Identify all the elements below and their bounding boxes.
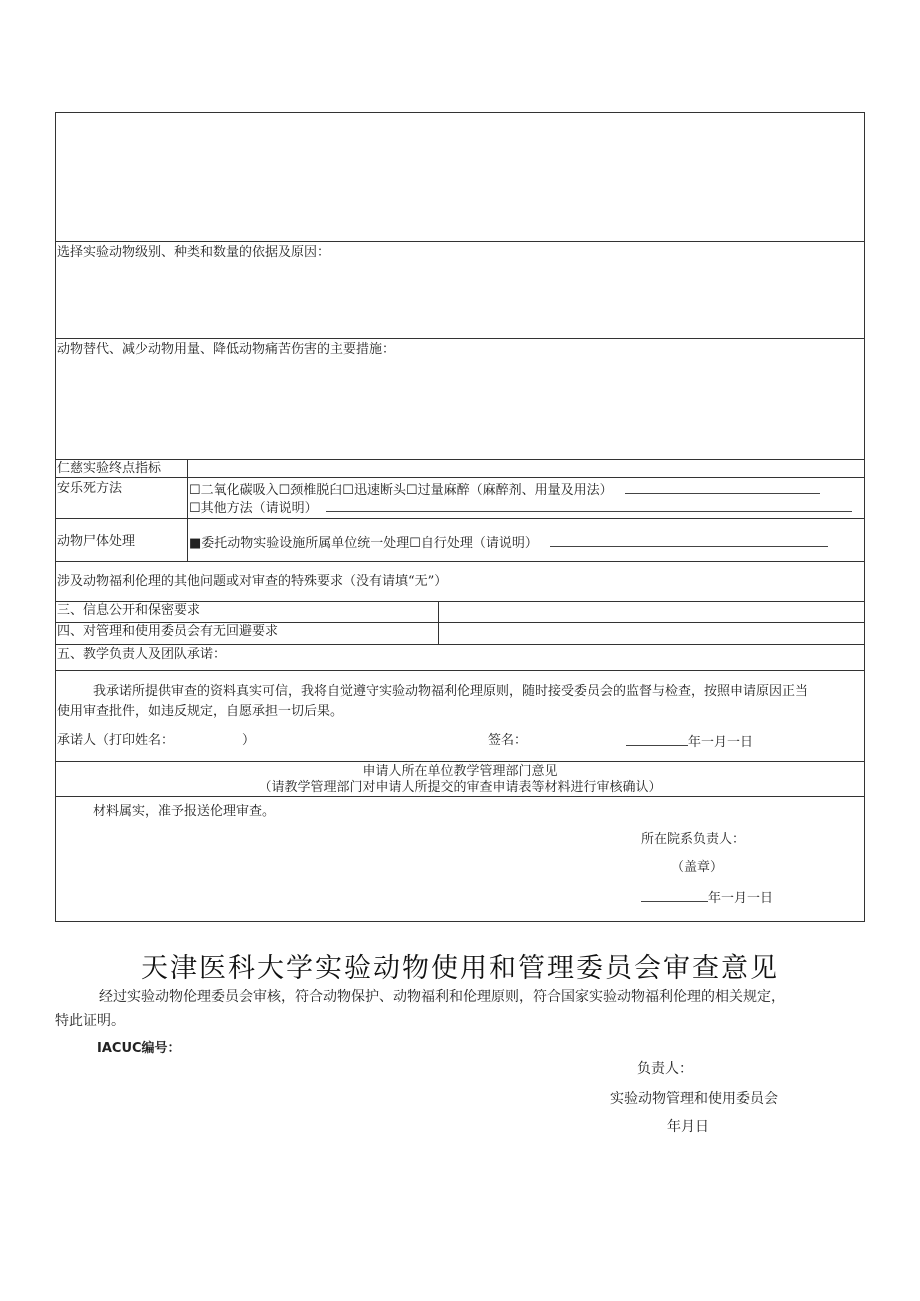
row-divider bbox=[56, 796, 864, 797]
row-divider bbox=[56, 670, 864, 671]
carcass-options-text: ■委托动物实验设施所属单位统一处理☐自行处理（请说明） bbox=[189, 536, 538, 551]
reason-label: 选择实验动物级别、种类和数量的依据及原因： bbox=[57, 245, 331, 260]
welfare-label: 涉及动物福利伦理的其他问题或对审查的特殊要求（没有请填“无”） bbox=[57, 574, 448, 589]
row-divider bbox=[56, 518, 864, 519]
sign-label: 签名： bbox=[488, 733, 528, 748]
dept-opinion: 材料属实，准予报送伦理审查。 bbox=[93, 804, 276, 819]
pledge-line-1: 我承诺所提供审查的资料真实可信，我将自觉遵守实验动物福利伦理原则，随时接受委员会的监督与检查，按照申请原因正当 bbox=[93, 684, 809, 699]
euthanasia-other-text: ☐其他方法（请说明） bbox=[189, 501, 318, 516]
measures-label: 动物替代、减少动物用量、降低动物痛苦伤害的主要措施： bbox=[57, 342, 396, 357]
endpoint-label: 仁慈实验终点指标 bbox=[57, 461, 162, 476]
fill-line[interactable] bbox=[550, 534, 828, 547]
dept-title: 申请人所在单位教学管理部门意见 bbox=[362, 764, 558, 779]
section5-label: 五、教学负责人及团队承诺： bbox=[57, 647, 227, 662]
euthanasia-other[interactable] bbox=[189, 499, 852, 517]
pledge-date bbox=[626, 733, 753, 751]
seal-label: （盖章） bbox=[671, 860, 724, 875]
pledge-line-2: 使用审查批件，如违反规定，自愿承担一切后果。 bbox=[57, 704, 344, 719]
review-body-line-2: 特此证明。 bbox=[55, 1013, 125, 1029]
pledge-date-suffix: 年一月一日 bbox=[688, 735, 754, 750]
carcass-label: 动物尸体处理 bbox=[57, 534, 136, 549]
row-divider bbox=[56, 459, 864, 460]
pledger-label: 承诺人（打印姓名： bbox=[57, 733, 175, 748]
dept-date bbox=[641, 889, 773, 907]
dept-subtitle: （请教学管理部门对申请人所提交的审查申请表等材料进行审核确认） bbox=[258, 780, 662, 795]
review-date: 年月日 bbox=[667, 1119, 709, 1135]
row-divider bbox=[56, 561, 864, 562]
euthanasia-options-text: ☐二氧化碳吸入☐颈椎脱臼☐迅速断头☐过量麻醉（麻醉剂、用量及用法） bbox=[189, 483, 613, 498]
column-divider bbox=[438, 601, 439, 644]
carcass-options[interactable] bbox=[189, 534, 828, 552]
fill-line[interactable] bbox=[626, 733, 688, 746]
row-divider bbox=[56, 241, 864, 242]
pledger-close: ） bbox=[242, 733, 256, 748]
iacuc-number-label: IACUC编号： bbox=[97, 1041, 181, 1056]
fill-line[interactable] bbox=[625, 481, 820, 494]
euthanasia-label: 安乐死方法 bbox=[57, 481, 123, 496]
euthanasia-options[interactable] bbox=[189, 481, 820, 499]
row-divider bbox=[56, 761, 864, 762]
fill-line[interactable] bbox=[326, 499, 852, 512]
column-divider bbox=[187, 459, 188, 561]
review-body-line-1: 经过实验动物伦理委员会审核，符合动物保护、动物福利和伦理原则，符合国家实验动物福利伦理的相关规定， bbox=[99, 989, 785, 1005]
section4-label: 四、对管理和使用委员会有无回避要求 bbox=[57, 624, 279, 639]
section3-label: 三、信息公开和保密要求 bbox=[57, 603, 201, 618]
row-divider bbox=[56, 477, 864, 478]
committee-name: 实验动物管理和使用委员会 bbox=[610, 1091, 778, 1107]
review-title: 天津医科大学实验动物使用和管理委员会审查意见 bbox=[141, 953, 779, 984]
application-form-table bbox=[55, 112, 865, 922]
row-divider bbox=[56, 622, 864, 623]
row-divider bbox=[56, 644, 864, 645]
row-divider bbox=[56, 601, 864, 602]
fill-line[interactable] bbox=[641, 889, 708, 902]
row-divider bbox=[56, 338, 864, 339]
dept-date-suffix: 年一月一日 bbox=[708, 891, 774, 906]
responsible-label: 负责人： bbox=[637, 1061, 693, 1077]
dept-head-label: 所在院系负责人： bbox=[641, 832, 746, 847]
